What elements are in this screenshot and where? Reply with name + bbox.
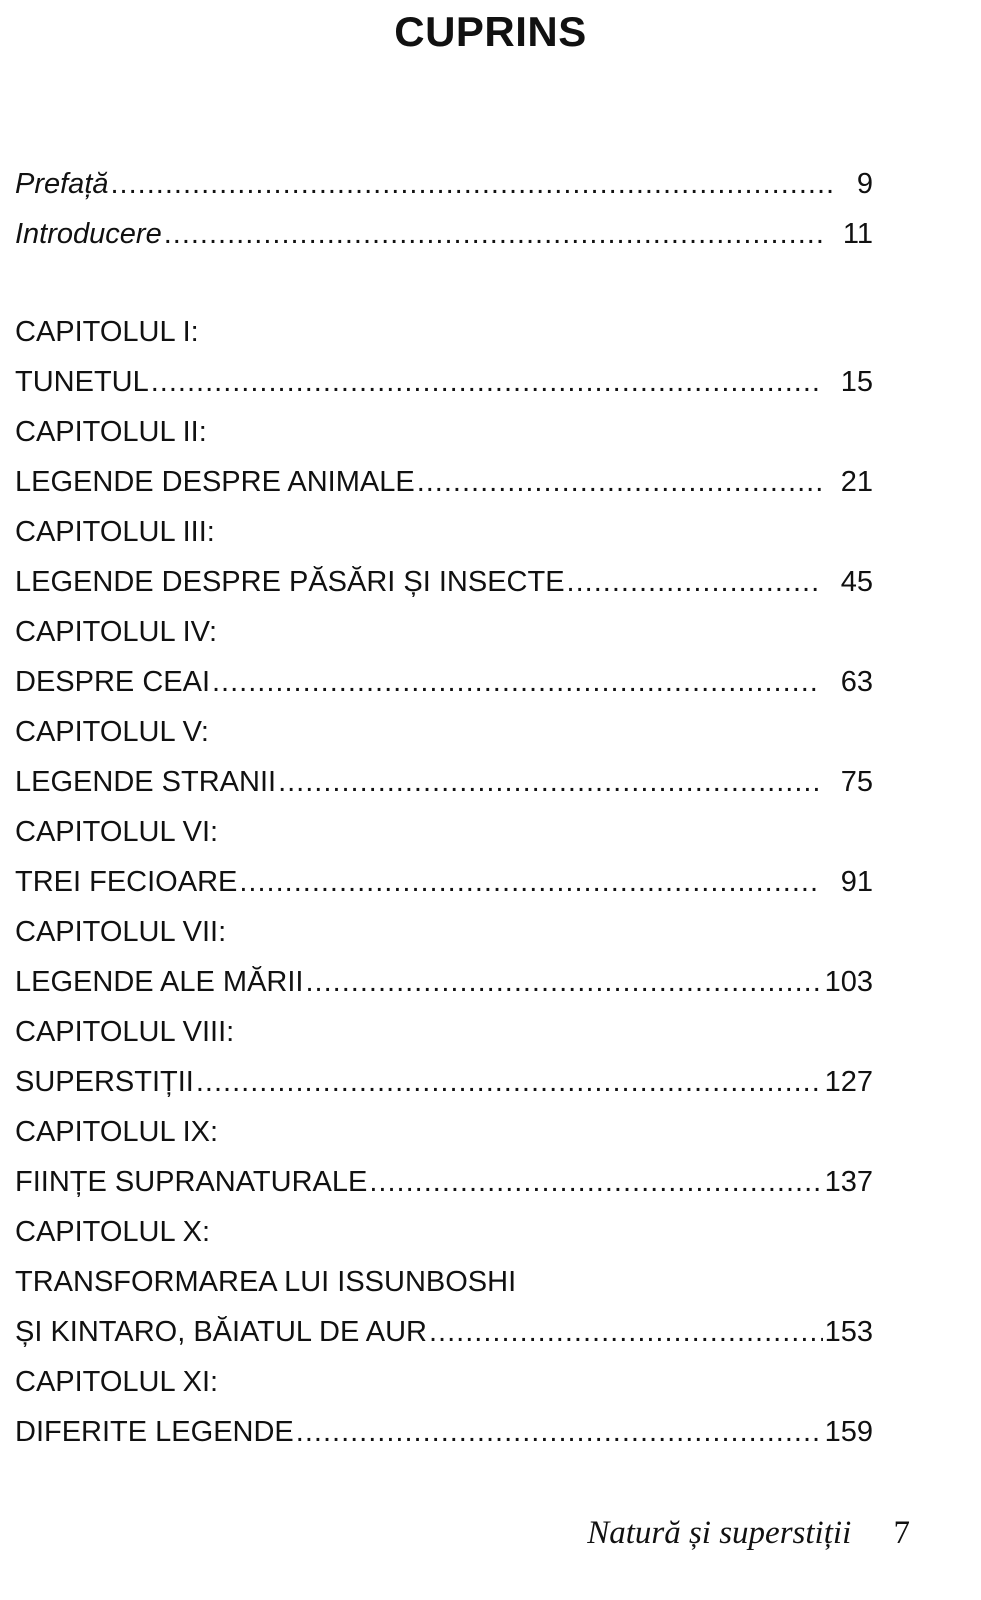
chapter-number	[15, 1110, 873, 1154]
dot-leader	[212, 660, 821, 704]
chapter-number-label: CAPITOLUL VII:	[15, 916, 227, 948]
chapter-title-page: 127	[824, 1066, 873, 1098]
chapter-title-label: TRANSFORMAREA LUI ISSUNBOSHI	[15, 1266, 517, 1298]
chapter-number	[15, 910, 873, 954]
chapter-number	[15, 710, 873, 754]
chapter-title	[15, 560, 873, 604]
dot-leader	[164, 212, 823, 256]
chapter-number-label: CAPITOLUL IV:	[15, 616, 217, 648]
chapter-number	[15, 610, 873, 654]
chapter-title-page: 159	[824, 1416, 873, 1448]
chapter-number	[15, 1210, 873, 1254]
chapter-title	[15, 860, 873, 904]
chapter-number-label: CAPITOLUL XI:	[15, 1366, 219, 1398]
front-matter-entry-label: Introducere	[15, 218, 162, 250]
chapter-title	[15, 1260, 873, 1304]
dot-leader	[111, 162, 837, 206]
chapter-title	[15, 1060, 873, 1104]
dot-leader	[306, 960, 823, 1004]
chapter-title-label: DESPRE CEAI	[15, 666, 210, 698]
chapter-title-page: 21	[840, 466, 873, 498]
chapter-title-label: LEGENDE DESPRE ANIMALE	[15, 466, 415, 498]
chapter-number-label: CAPITOLUL I:	[15, 316, 199, 348]
page-footer	[0, 1515, 910, 1552]
chapter-title-page: 91	[840, 866, 873, 898]
chapter-number	[15, 1010, 873, 1054]
dot-leader	[417, 460, 821, 504]
chapter-title	[15, 760, 873, 804]
chapter-number-label: CAPITOLUL V:	[15, 716, 209, 748]
chapter-number-label: CAPITOLUL III:	[15, 516, 215, 548]
chapter-number-label: CAPITOLUL VI:	[15, 816, 219, 848]
chapter-title	[15, 1160, 873, 1204]
chapter-number	[15, 310, 873, 354]
dot-leader	[278, 760, 821, 804]
chapter-title-page: 63	[840, 666, 873, 698]
chapter-number	[15, 1360, 873, 1404]
dot-leader	[296, 1410, 823, 1454]
chapter-title	[15, 660, 873, 704]
chapter-title-label: FIINȚE SUPRANATURALE	[15, 1166, 368, 1198]
front-matter-entry-page: 11	[842, 218, 873, 250]
chapter-title-page: 137	[824, 1166, 873, 1198]
chapter-title-label: LEGENDE ALE MĂRII	[15, 966, 304, 998]
chapter-title-label: TUNETUL	[15, 366, 149, 398]
chapter-title-label: DIFERITE LEGENDE	[15, 1416, 294, 1448]
dot-leader	[429, 1310, 823, 1354]
front-matter-entry	[15, 212, 873, 256]
chapter-title-page: 15	[840, 366, 873, 398]
dot-leader	[369, 1160, 822, 1204]
chapter-number	[15, 510, 873, 554]
dot-leader	[196, 1060, 823, 1104]
chapter-title	[15, 1410, 873, 1454]
front-matter-entry	[15, 162, 873, 206]
chapter-title-page: 103	[824, 966, 873, 998]
chapter-title-label: SUPERSTIȚII	[15, 1066, 194, 1098]
dot-leader	[239, 860, 820, 904]
chapter-title-label: LEGENDE STRANII	[15, 766, 277, 798]
chapter-number	[15, 410, 873, 454]
chapter-title-page: 45	[840, 566, 873, 598]
dot-leader	[567, 560, 821, 604]
chapter-number-label: CAPITOLUL IX:	[15, 1116, 219, 1148]
chapter-number-label: CAPITOLUL X:	[15, 1216, 211, 1248]
running-title: Natură și superstiții	[587, 1515, 852, 1551]
chapter-number	[15, 810, 873, 854]
chapter-title-label: LEGENDE DESPRE PĂSĂRI ȘI INSECTE	[15, 566, 565, 598]
dot-leader	[151, 360, 821, 404]
chapter-title	[15, 960, 873, 1004]
chapter-title-page: 153	[824, 1316, 873, 1348]
chapter-title-label: ȘI KINTARO, BĂIATUL DE AUR	[15, 1316, 427, 1348]
front-matter-entry-page: 9	[856, 168, 873, 200]
chapter-number-label: CAPITOLUL VIII:	[15, 1016, 235, 1048]
chapter-title	[15, 360, 873, 404]
chapter-title-label: TREI FECIOARE	[15, 866, 238, 898]
chapter-number-label: CAPITOLUL II:	[15, 416, 207, 448]
chapter-title	[15, 1310, 873, 1354]
page-number: 7	[893, 1515, 910, 1551]
front-matter-entry-label: Prefață	[15, 168, 109, 200]
page-title: CUPRINS	[394, 8, 587, 55]
chapter-title	[15, 460, 873, 504]
chapter-title-page: 75	[840, 766, 873, 798]
